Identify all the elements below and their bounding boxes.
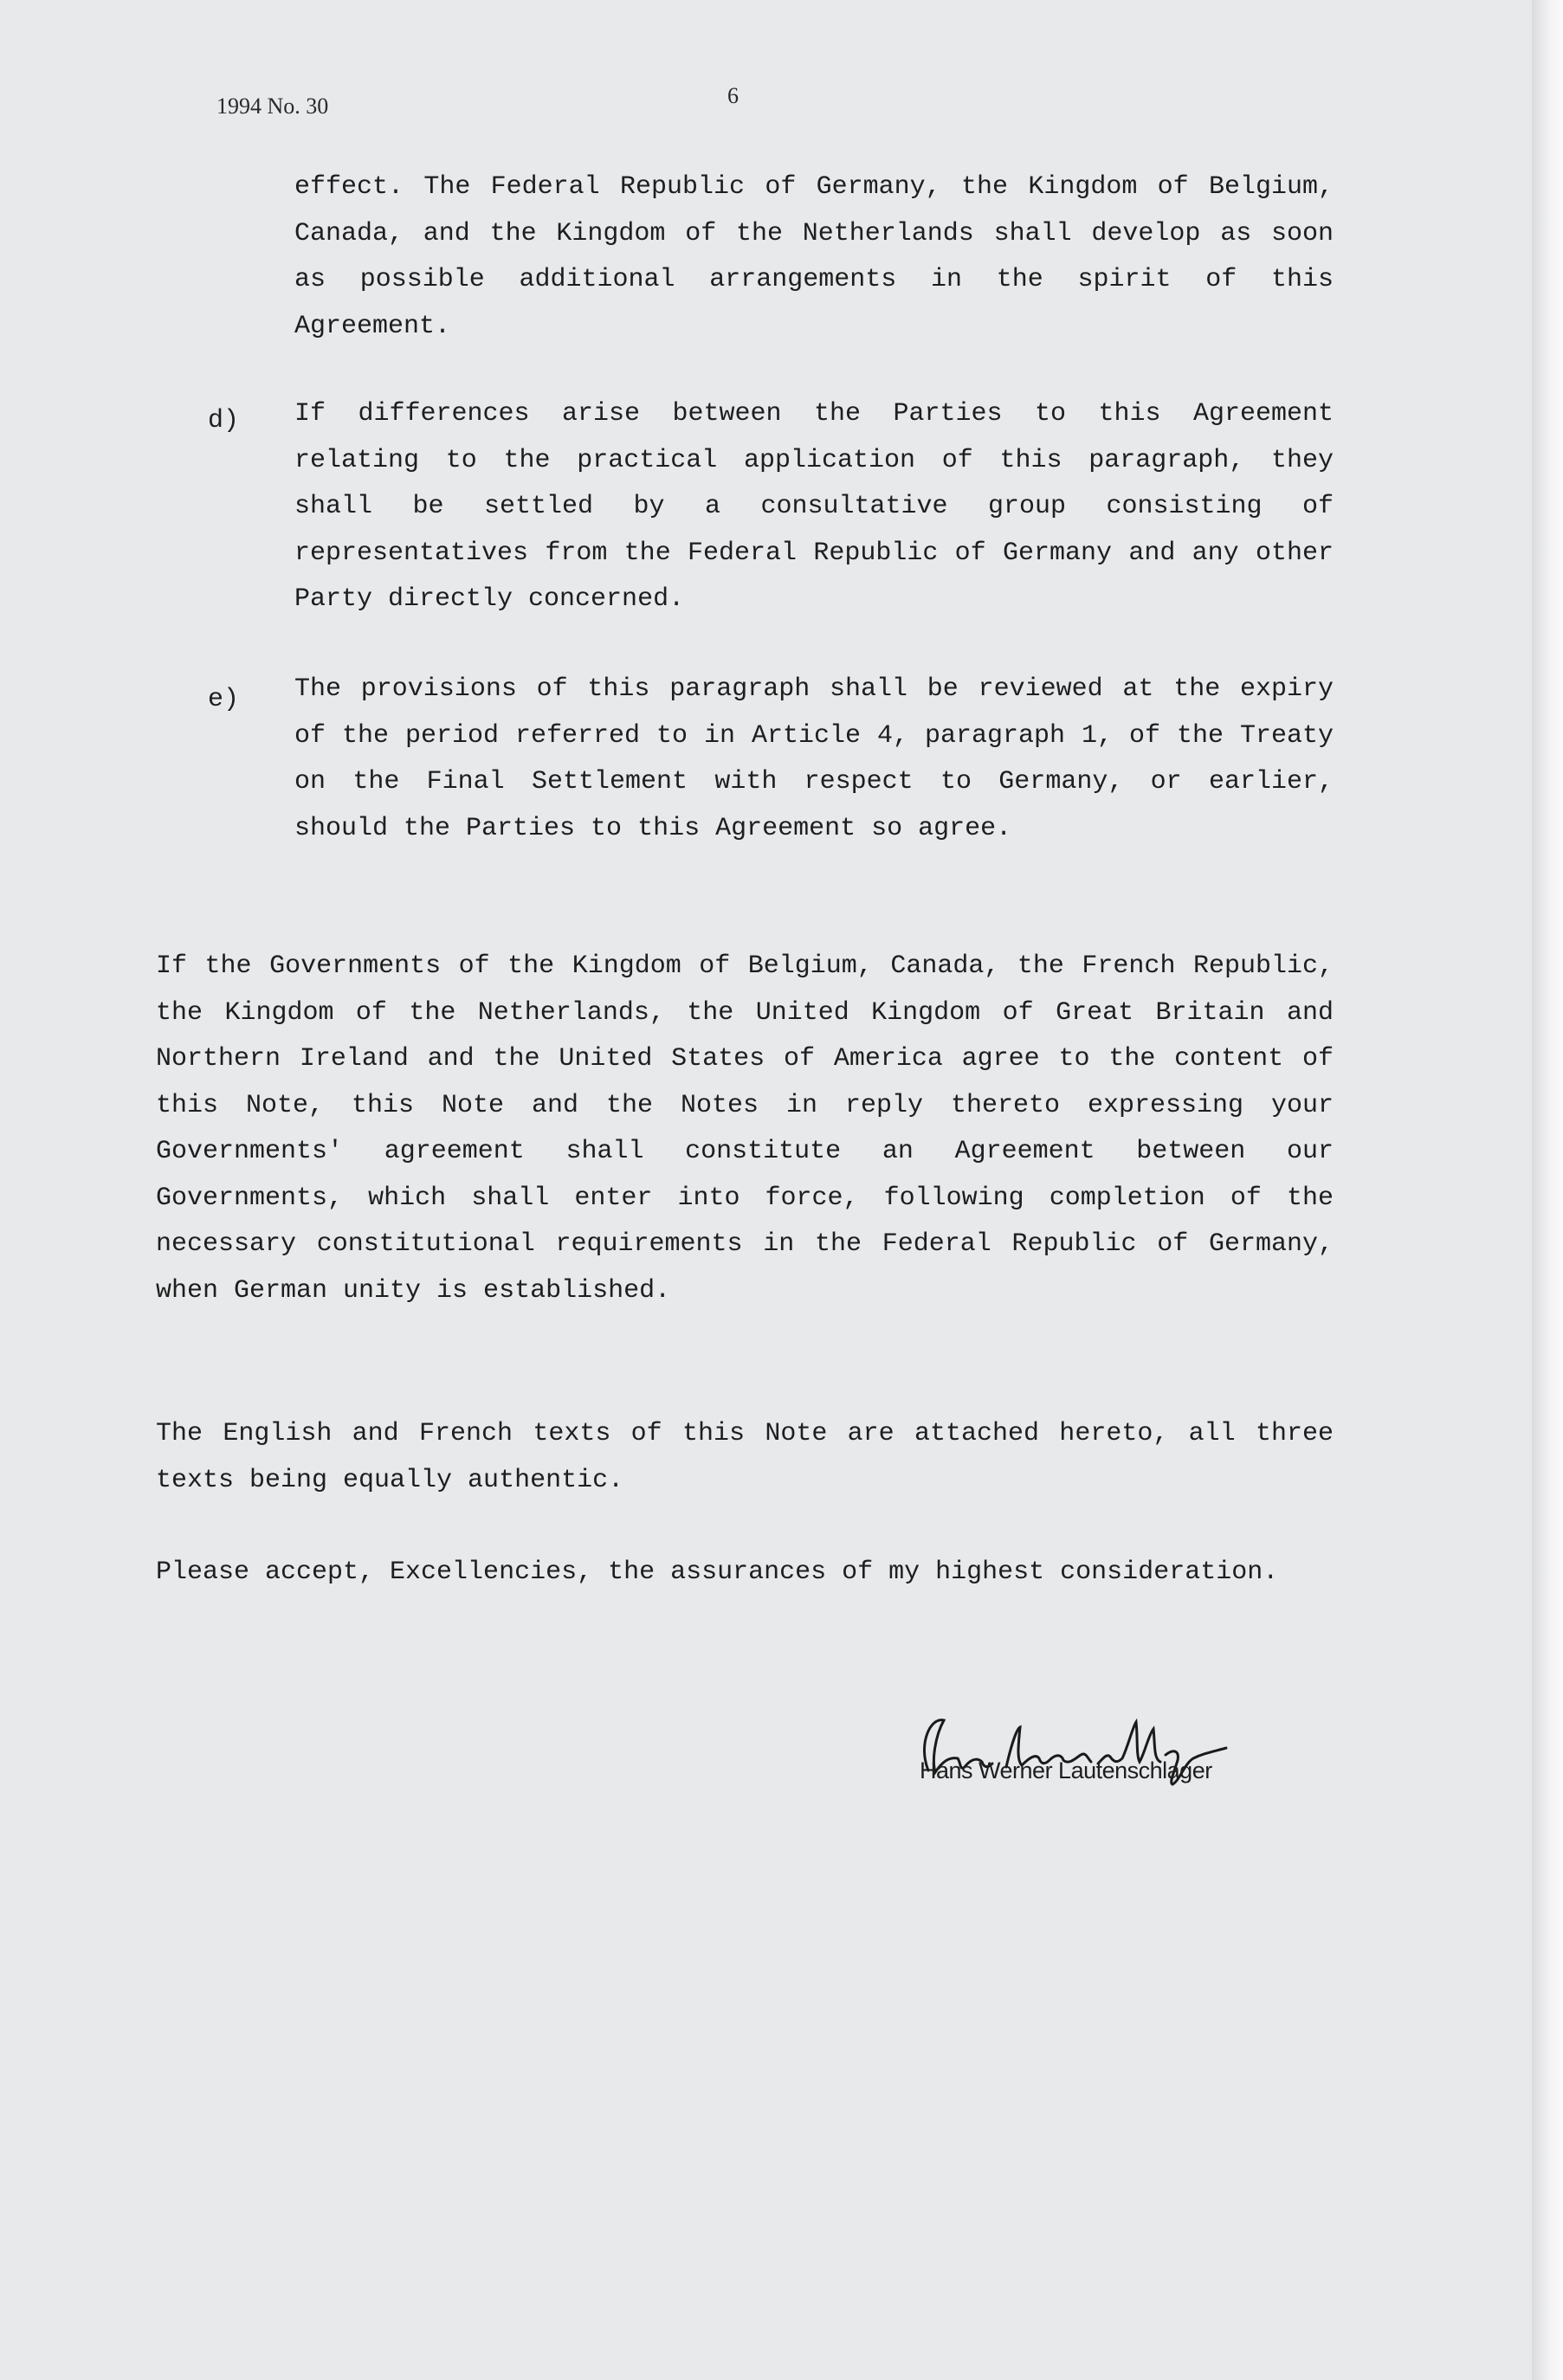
page-number: 6 xyxy=(727,83,739,108)
item-e-text: The provisions of this paragraph shall be reviewed at the expiry of the period referred to in Article 4, paragraph 1, of the Treaty on the Final Settlement with respect to Germany, or earlier, should the Parties to this Agreement so agree. xyxy=(294,674,1334,843)
texts-paragraph: The English and French texts of this Note are attached hereto, all three texts being equally authentic. xyxy=(156,1419,1334,1495)
item-e-label: e) xyxy=(208,685,240,714)
item-d-label: d) xyxy=(208,406,240,435)
agreement-paragraph: If the Governments of the Kingdom of Belgium, Canada, the French Republic, the Kingdom of the Netherlands, the United Kingdom of Great Britain and Northern Ireland and the United States of America agree to the content of this Note, this Note and the Notes in reply thereto expressing your Governments' agreement shall constitute an Agreement between our Governments, which shall enter into force, following completion of the necessary constitutional requirements in the Federal Republic of Germany, when German unity is established. xyxy=(156,951,1334,1306)
item-d-text: If differences arise between the Parties to this Agreement relating to the practical application of this paragraph, they shall be settled by a consultative group consisting of representatives from the Federal Republic of Germany and any other Party directly concerned. xyxy=(294,399,1334,614)
publication-reference: 1994 No. 30 xyxy=(216,94,329,119)
signatory-name: Hans Werner Lautenschlager xyxy=(920,1758,1212,1783)
continuation-paragraph: effect. The Federal Republic of Germany, the Kingdom of Belgium, Canada, and the Kingdom of the Netherlands shall develop as soon as possible additional arrangements in the spirit of this Agreement. xyxy=(294,172,1334,341)
closing-paragraph: Please accept, Excellencies, the assurances of my highest consideration. xyxy=(156,1558,1279,1587)
page-edge xyxy=(1532,0,1563,2380)
